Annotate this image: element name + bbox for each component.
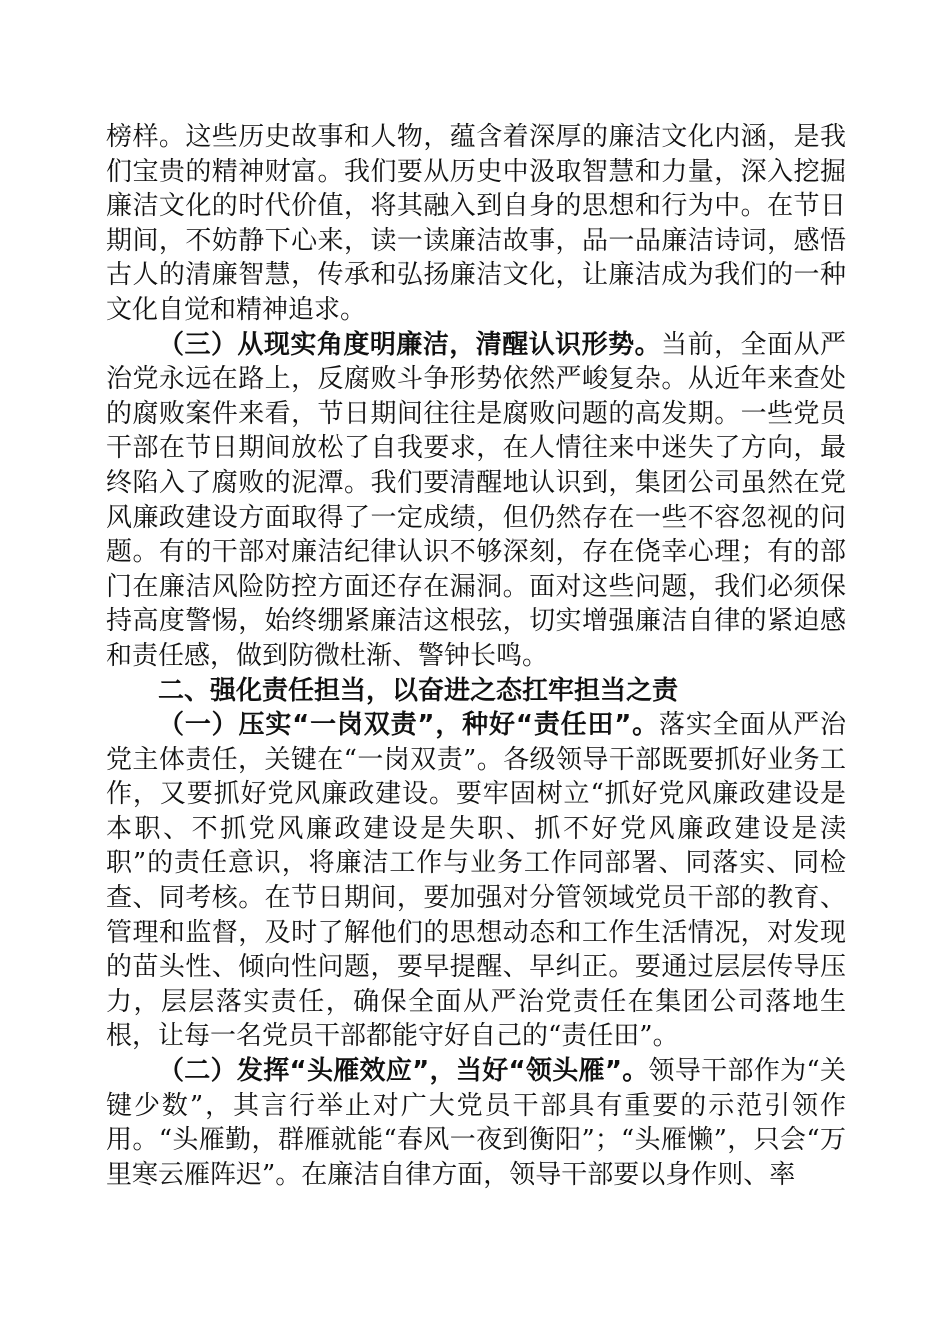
chapter-2-heading: [106, 674, 846, 709]
chapter-2-title: 二、强化责任担当，以奋进之态扛牢担当之责: [158, 675, 679, 706]
paragraph-section-3: [106, 328, 846, 674]
paragraph-text: 榜样。这些历史故事和人物，蕴含着深厚的廉洁文化内涵，是我们宝贵的精神财富。我们要从历史中汲取智慧和力量，深入挖掘廉洁文化的时代价值，将其融入到自身的思想和行为中。在节日期间，不妨静下心来，读一读廉洁故事，品一品廉洁诗词，感悟古人的清廉智慧，传承和弘扬廉洁文化，让廉洁成为我们的一种文化自觉和精神追求。: [106, 122, 846, 325]
subsection-1-heading: （一）压实“一岗双责”，种好“责任田”。: [158, 710, 659, 741]
paragraph-text: 领导干部作为“关键少数”，其言行举止对广大党员干部具有重要的示范引领作用。“头雁勤，群雁就能“春风一夜到衡阳”；“头雁懒”，只会“万里寒云雁阵迟”。在廉洁自律方面，领导干部要以身作则、率: [106, 1056, 847, 1190]
paragraph-subsection-1: [106, 708, 846, 1054]
paragraph-text: 当前，全面从严治党永远在路上，反腐败斗争形势依然严峻复杂。从近年来查处的腐败案件来看，节日期间往往是腐败问题的高发期。一些党员干部在节日期间放松了自我要求，在人情往来中迷失了方向，最终陷入了腐败的泥潭。我们要清醒地认识到，集团公司虽然在党风廉政建设方面取得了一定成绩，但仍然存在一些不容忽视的问题。有的干部对廉洁纪律认识不够深刻，存在侥幸心理；有的部门在廉洁风险防控方面还存在漏洞。面对这些问题，我们必须保持高度警惕，始终绷紧廉洁这根弦，切实增强廉洁自律的紧迫感和责任感，做到防微杜渐、警钟长鸣。: [106, 329, 846, 671]
paragraph-history-culture: [106, 120, 846, 328]
document-page: [106, 120, 846, 1192]
paragraph-text: 落实全面从严治党主体责任，关键在“一岗双责”。各级领导干部既要抓好业务工作，又要抓好党风廉政建设。要牢固树立“抓好党风廉政建设是本职、不抓党风廉政建设是失职、抓不好党风廉政建设是渎职”的责任意识，将廉洁工作与业务工作同部署、同落实、同检查、同考核。在节日期间，要加强对分管领域党员干部的教育、管理和监督，及时了解他们的思想动态和工作生活情况，对发现的苗头性、倾向性问题，要早提醒、早纠正。要通过层层传导压力，层层落实责任，确保全面从严治党责任在集团公司落地生根，让每一名党员干部都能守好自己的“责任田”。: [106, 710, 846, 1052]
section-3-heading: （三）从现实角度明廉洁，清醒认识形势。: [158, 329, 662, 360]
paragraph-subsection-2: [106, 1054, 846, 1192]
subsection-2-heading: （二）发挥“头雁效应”，当好“领头雁”。: [158, 1056, 649, 1087]
